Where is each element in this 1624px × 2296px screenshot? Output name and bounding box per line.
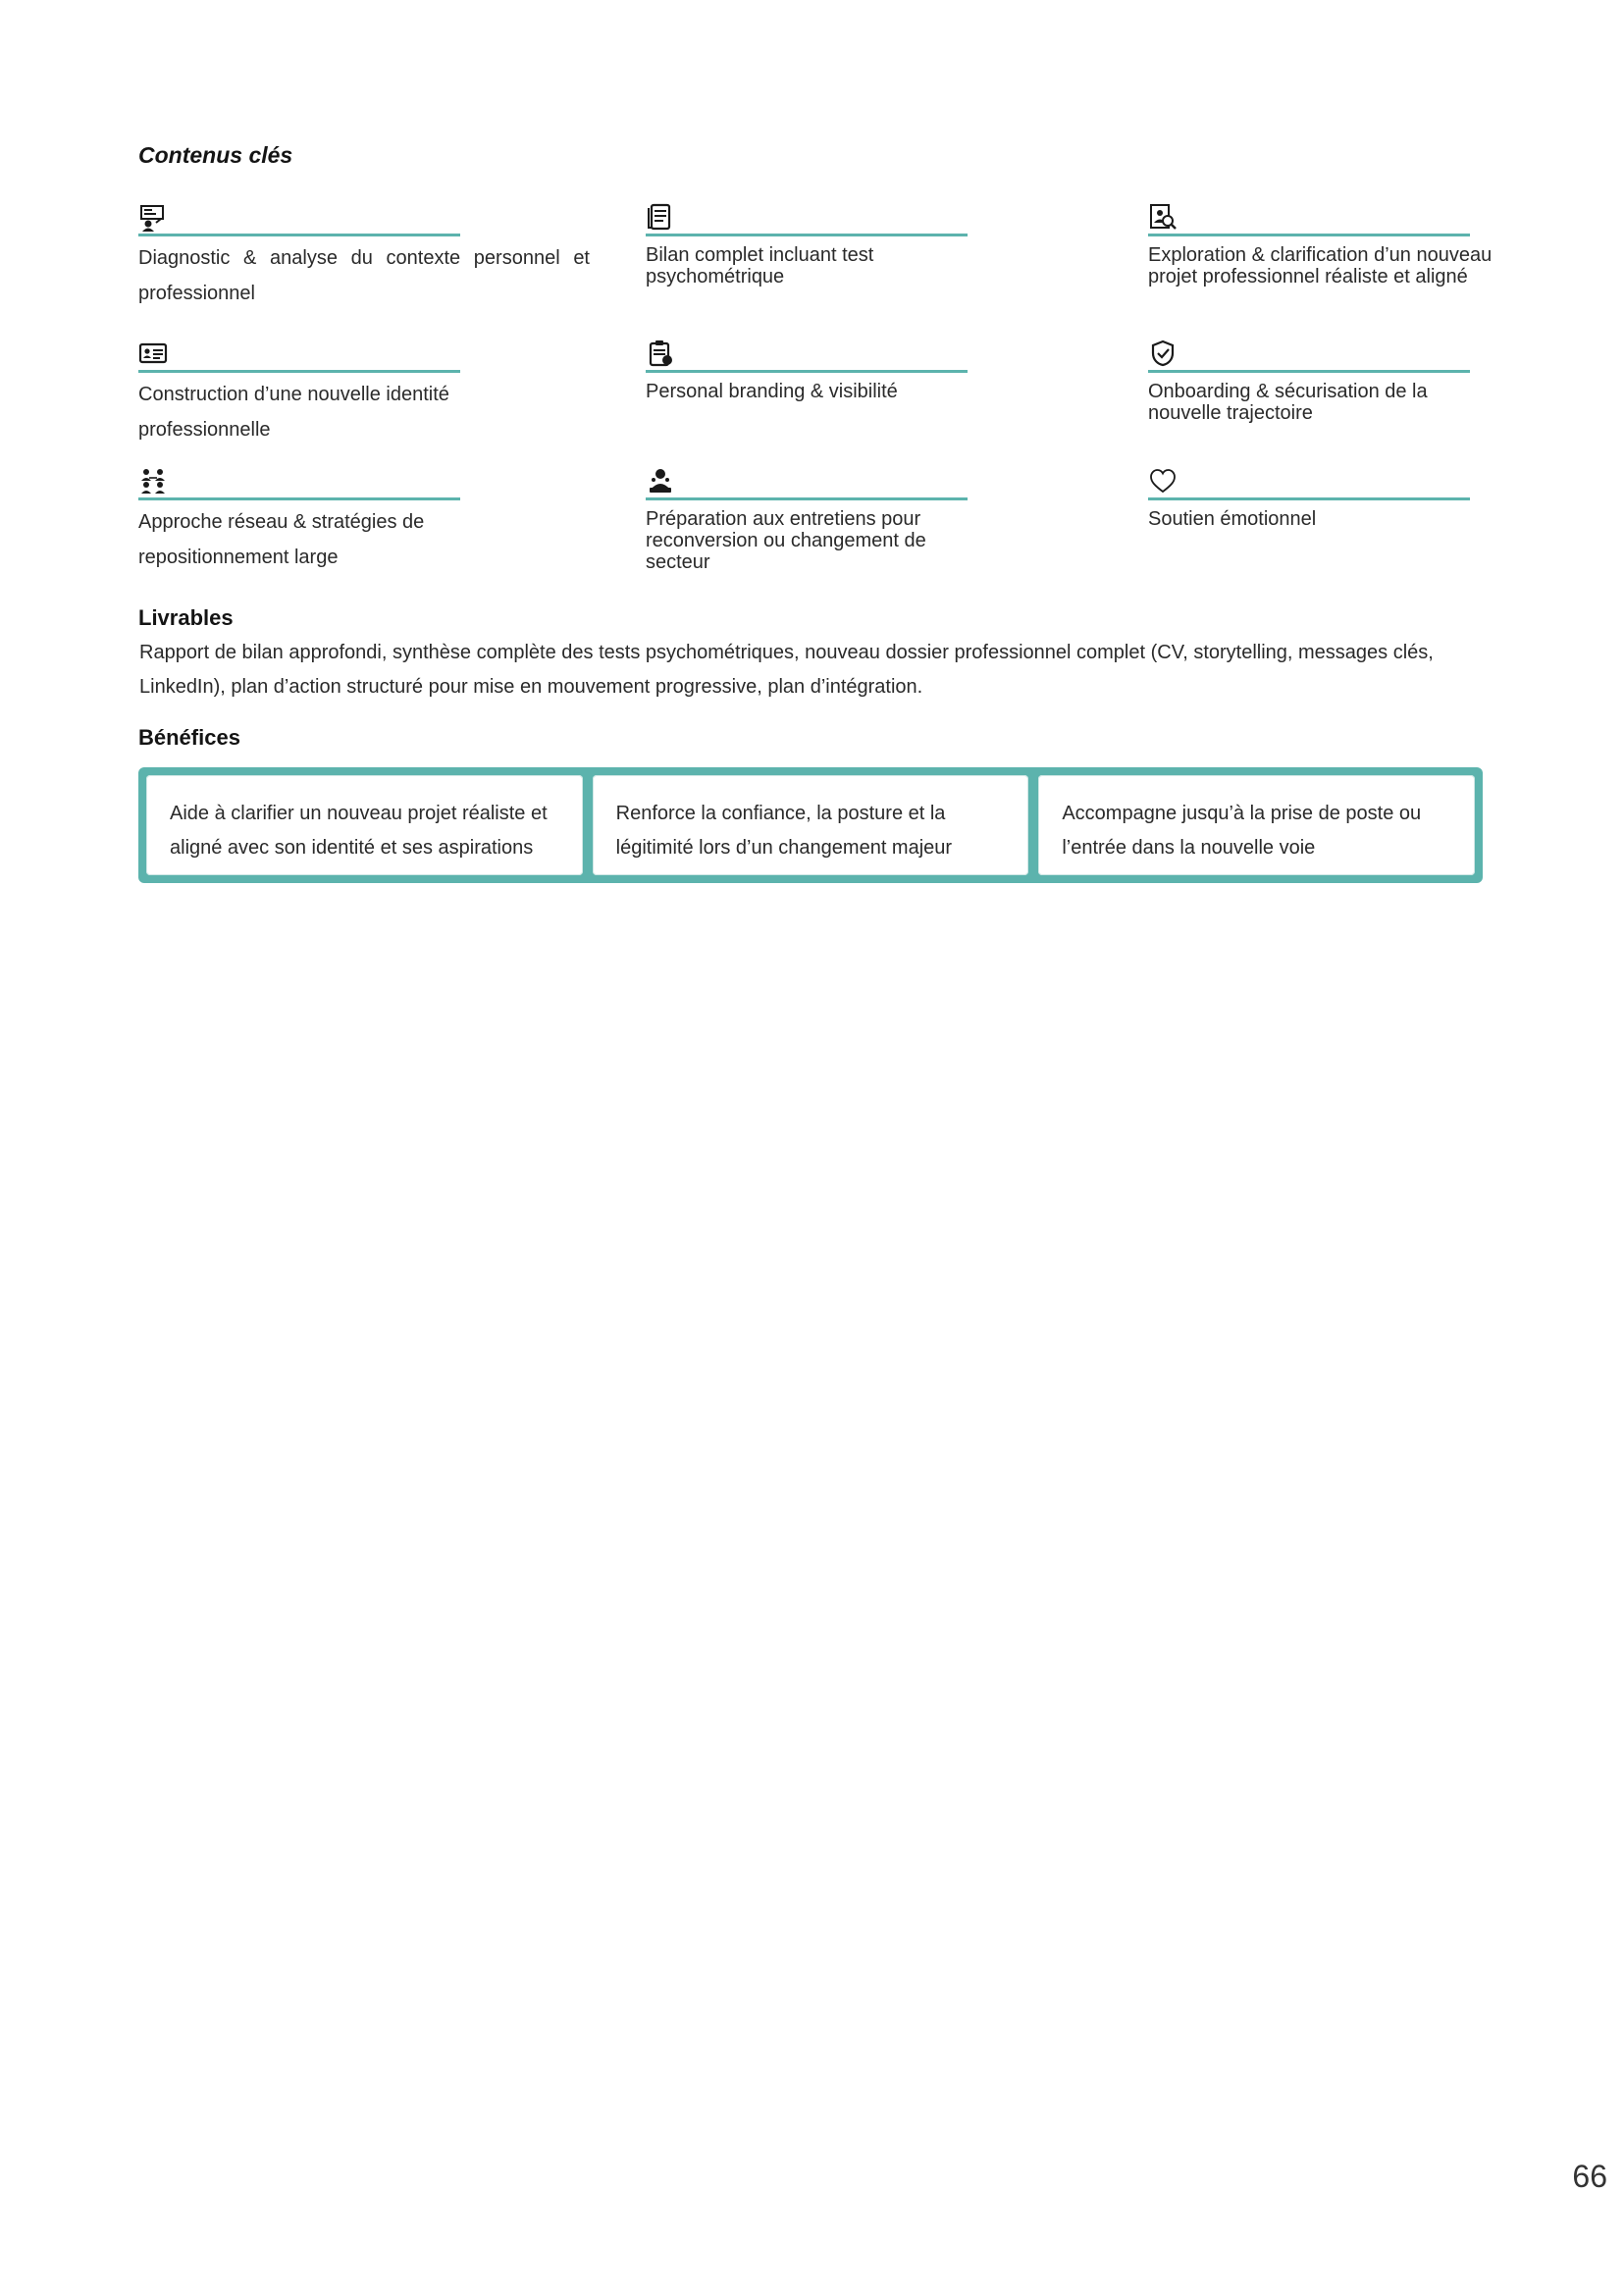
item-divider xyxy=(138,497,460,500)
content-item-text: Onboarding & sécurisation de la nouvelle trajectoire xyxy=(1148,381,1428,424)
item-divider xyxy=(1148,497,1470,500)
item-divider xyxy=(646,370,968,373)
content-item xyxy=(138,202,590,311)
network-people-icon xyxy=(138,466,170,496)
content-item xyxy=(646,202,979,287)
benefits-panel xyxy=(138,767,1483,883)
content-item-text: Bilan complet incluant test psychométrique xyxy=(646,244,874,287)
content-item xyxy=(1148,202,1493,287)
item-divider xyxy=(138,370,460,373)
benefit-card: Accompagne jusqu’à la prise de poste ou l’entrée dans la nouvelle voie xyxy=(1038,775,1475,875)
content-item xyxy=(1148,339,1482,424)
content-item xyxy=(138,466,472,575)
content-item-text: Diagnostic & analyse du contexte personnel et professionnel xyxy=(138,247,590,304)
livrables-text: Rapport de bilan approfondi, synthèse complète des tests psychométriques, nouveau dossier professionnel complet (CV, storytelling, messages clés, LinkedIn), plan d’action structuré pour mise en mouvement progressive, plan d’intégration. xyxy=(139,642,1434,698)
benefit-card: Aide à clarifier un nouveau projet réaliste et aligné avec son identité et ses aspirations xyxy=(146,775,583,875)
item-divider xyxy=(1148,370,1470,373)
document-stack-icon xyxy=(646,202,677,232)
content-item-text: Construction d’une nouvelle identité professionnelle xyxy=(138,384,449,441)
content-item-text: Personal branding & visibilité xyxy=(646,381,898,402)
item-divider xyxy=(138,234,460,236)
page-number: 66 xyxy=(1572,2159,1607,2194)
item-divider xyxy=(646,234,968,236)
presentation-icon xyxy=(138,202,170,232)
section-title-benefices: Bénéfices xyxy=(138,725,240,750)
interview-icon xyxy=(646,466,677,496)
content-item-text: Exploration & clarification d’un nouveau projet professionnel réaliste et aligné xyxy=(1148,244,1493,287)
content-item-text: Approche réseau & stratégies de repositionnement large xyxy=(138,511,425,568)
item-divider xyxy=(1148,234,1470,236)
section-title-contenus: Contenus clés xyxy=(138,142,293,168)
benefit-card: Renforce la confiance, la posture et la légitimité lors d’un changement majeur xyxy=(593,775,1029,875)
content-item xyxy=(1148,466,1482,530)
content-item-text: Préparation aux entretiens pour reconversion ou changement de secteur xyxy=(646,508,926,573)
content-item xyxy=(646,339,979,402)
content-item-text: Soutien émotionnel xyxy=(1148,508,1317,530)
id-card-icon xyxy=(138,339,170,368)
item-divider xyxy=(646,497,968,500)
profile-search-icon xyxy=(1148,202,1179,232)
shield-check-icon xyxy=(1148,339,1179,368)
clipboard-icon xyxy=(646,339,677,368)
content-item xyxy=(138,339,472,447)
content-item xyxy=(646,466,979,573)
section-title-livrables: Livrables xyxy=(138,605,234,630)
heart-icon xyxy=(1148,466,1179,496)
